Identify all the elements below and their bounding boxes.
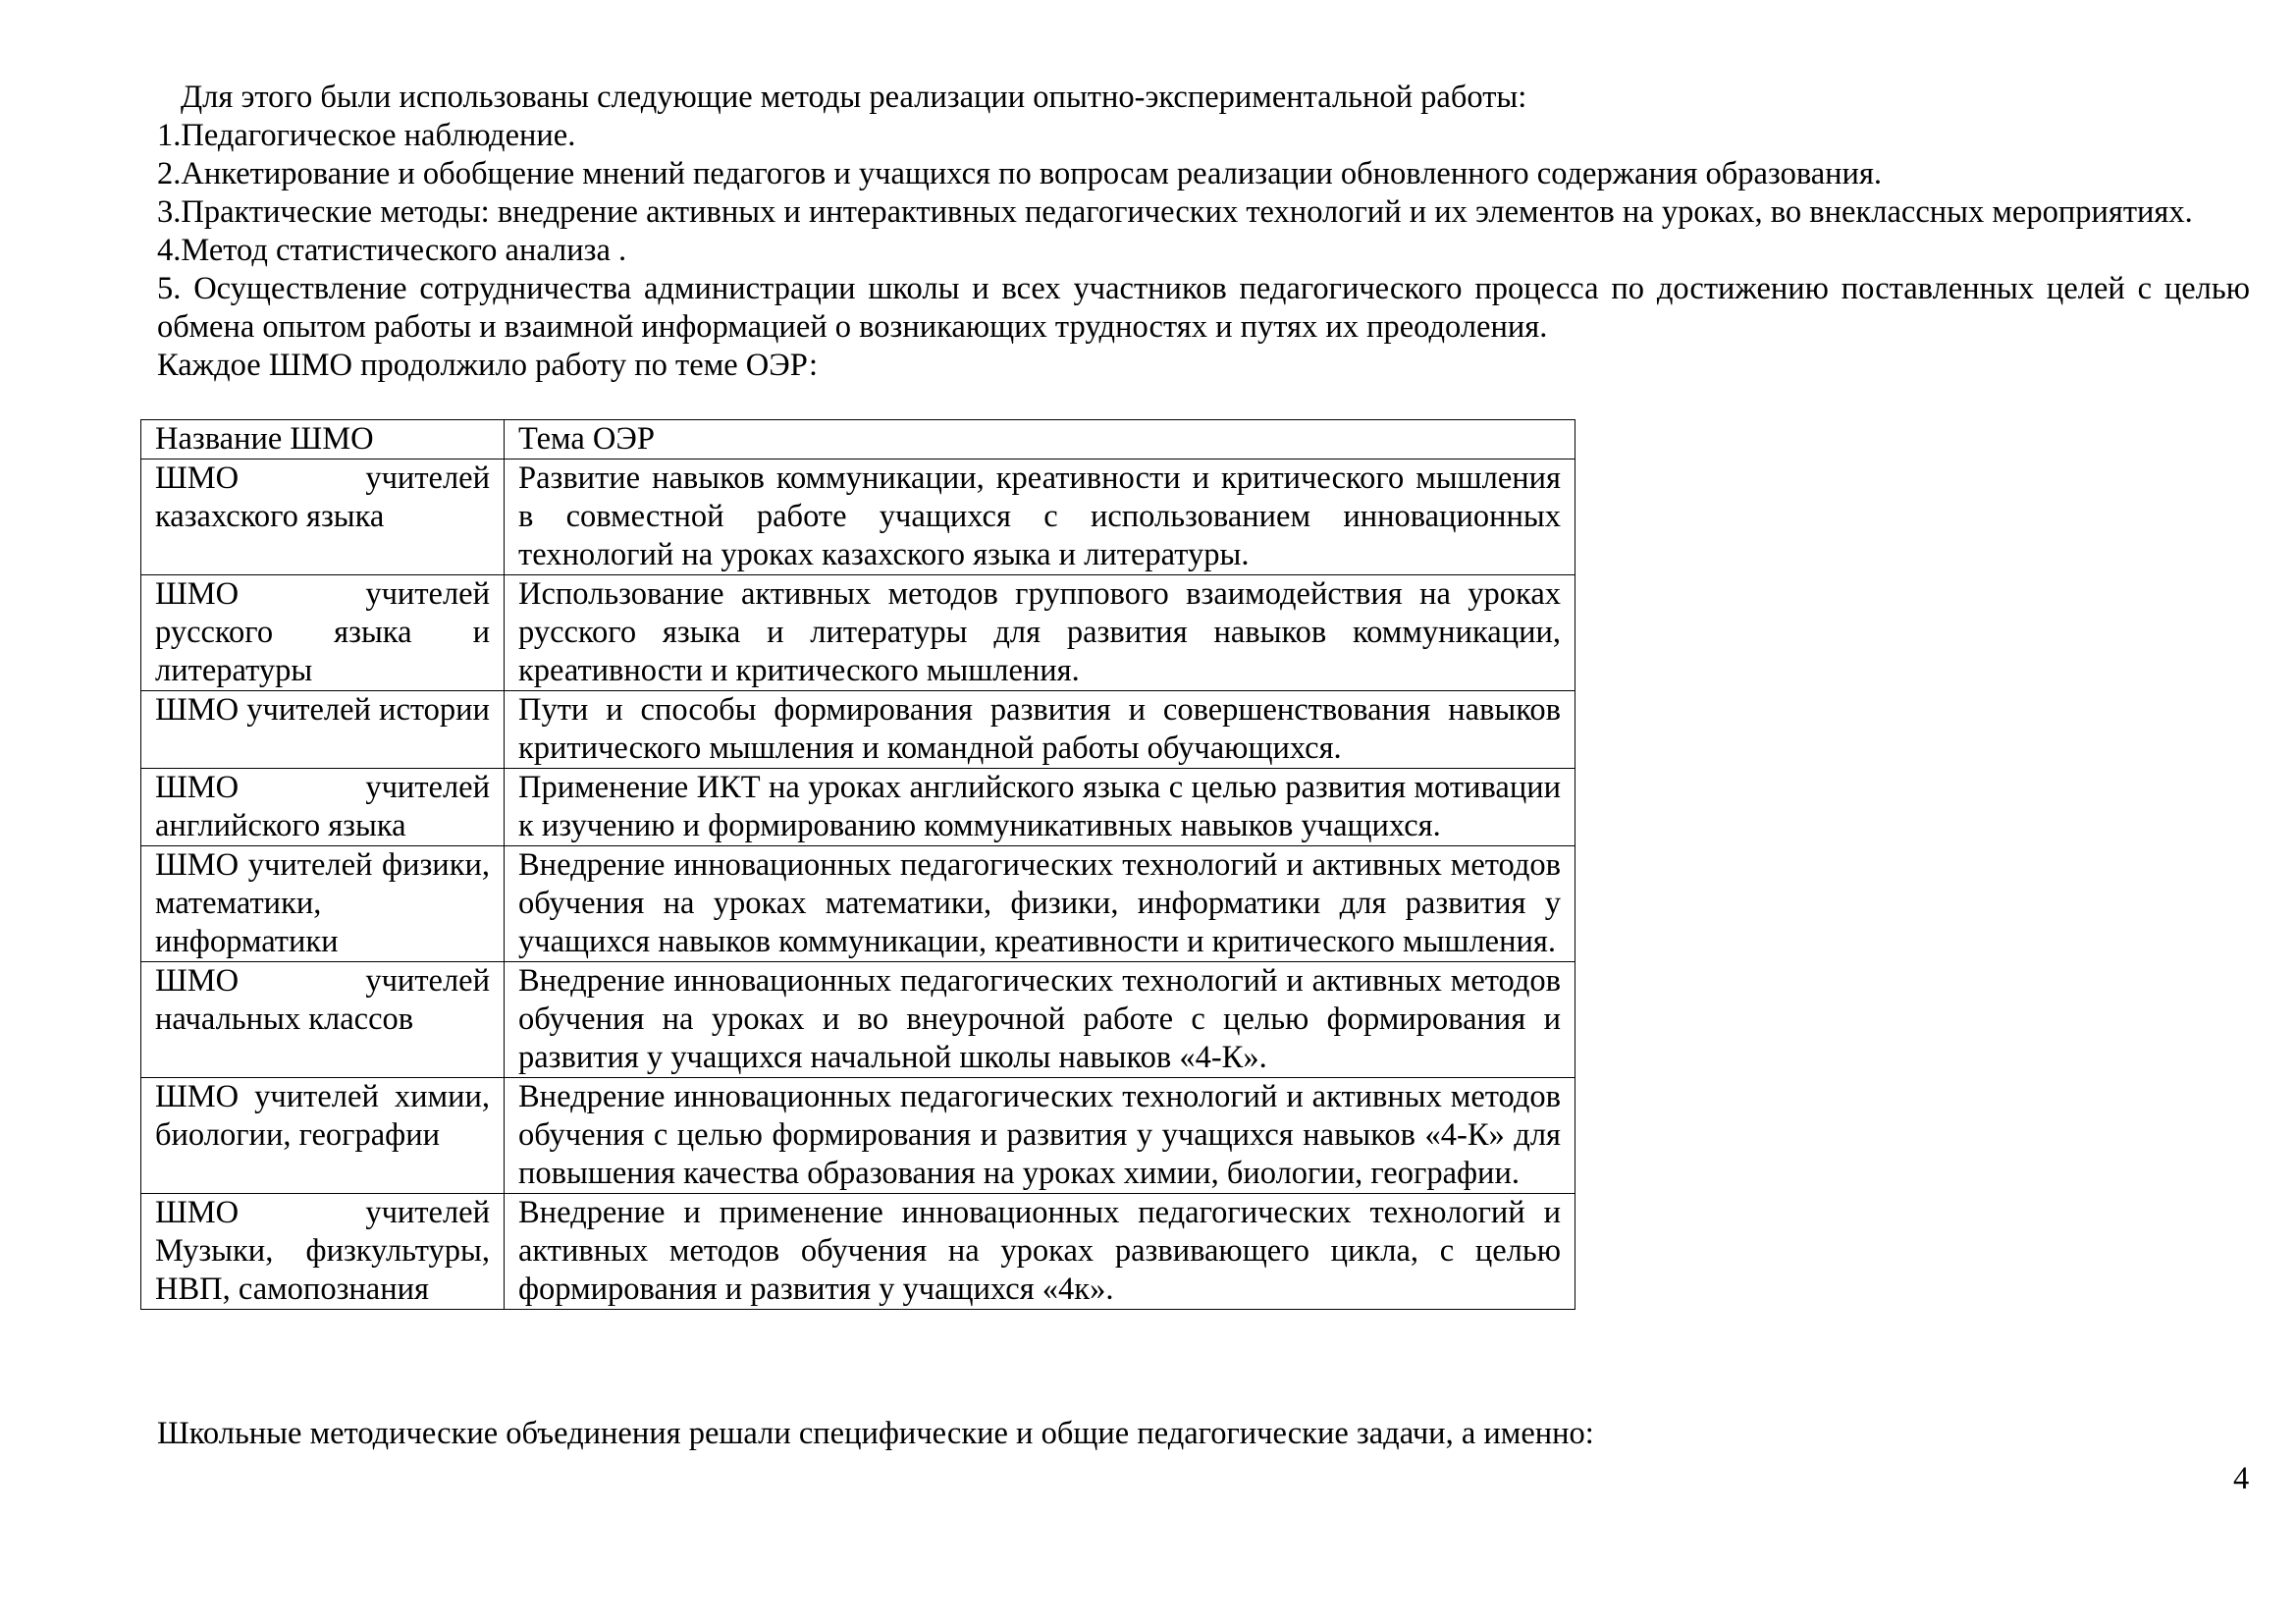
column-header-topic: Тема ОЭР bbox=[505, 420, 1575, 460]
table-row bbox=[141, 962, 1575, 1078]
methods-lead: Для этого были использованы следующие методы реализации опытно-экспериментальной работы: bbox=[181, 80, 1527, 115]
shmo-name-cell: ШМО учителей Музыки, физкультуры, НВП, самопознания bbox=[141, 1194, 505, 1310]
shmo-name-cell: ШМО учителей истории bbox=[141, 691, 505, 769]
methods-section bbox=[157, 79, 2250, 385]
method-item-4: 4.Метод статистического анализа . bbox=[157, 233, 627, 268]
shmo-name-cell: ШМО учителей химии, биологии, географии bbox=[141, 1078, 505, 1194]
shmo-topic-cell: Использование активных методов группового взаимодействия на уроках русского языка и литературы для развития навыков коммуникации, креативности и критического мышления. bbox=[505, 575, 1575, 691]
table-lead: Каждое ШМО продолжило работу по теме ОЭР: bbox=[157, 348, 819, 383]
shmo-topic-cell: Внедрение инновационных педагогических технологий и активных методов обучения с целью формирования и развития у учащихся навыков «4-К» для повышения качества образования на уроках химии, биологии, географии. bbox=[505, 1078, 1575, 1194]
method-item-2: 2.Анкетирование и обобщение мнений педагогов и учащихся по вопросам реализации обновленного содержания образования. bbox=[157, 156, 1883, 191]
table-row bbox=[141, 1078, 1575, 1194]
shmo-name-cell: ШМО учителей физики, математики, информатики bbox=[141, 846, 505, 962]
shmo-topic-cell: Пути и способы формирования развития и совершенствования навыков критического мышления и командной работы обучающихся. bbox=[505, 691, 1575, 769]
page-number: 4 bbox=[2233, 1461, 2250, 1496]
table-header-row bbox=[141, 420, 1575, 460]
shmo-topic-cell: Внедрение и применение инновационных педагогических технологий и активных методов обучения на уроках развивающего цикла, с целью формирования и развития у учащихся «4к». bbox=[505, 1194, 1575, 1310]
shmo-topic-cell: Применение ИКТ на уроках английского языка с целью развития мотивации к изучению и формированию коммуникативных навыков учащихся. bbox=[505, 769, 1575, 846]
method-item-1: 1.Педагогическое наблюдение. bbox=[157, 118, 576, 153]
table-row bbox=[141, 769, 1575, 846]
shmo-name-cell: ШМО учителей начальных классов bbox=[141, 962, 505, 1078]
shmo-name-cell: ШМО учителей казахского языка bbox=[141, 460, 505, 575]
shmo-topic-cell: Внедрение инновационных педагогических технологий и активных методов обучения на уроках и во внеурочной работе с целью формирования и развития у учащихся начальной школы навыков «4-К». bbox=[505, 962, 1575, 1078]
method-item-5: 5. Осуществление сотрудничества администрации школы и всех участников педагогического процесса по достижению поставленных целей с целью обмена опытом работы и взаимной информацией о возникающих трудностях и путях их преодоления. bbox=[157, 271, 2250, 345]
shmo-name-cell: ШМО учителей русского языка и литературы bbox=[141, 575, 505, 691]
shmo-name-cell: ШМО учителей английского языка bbox=[141, 769, 505, 846]
column-header-name: Название ШМО bbox=[141, 420, 505, 460]
table-row bbox=[141, 1194, 1575, 1310]
table-row bbox=[141, 691, 1575, 769]
table-row bbox=[141, 575, 1575, 691]
table-row bbox=[141, 846, 1575, 962]
method-item-3: 3.Практические методы: внедрение активных и интерактивных педагогических технологий и их элементов на уроках, во внеклассных мероприятиях. bbox=[157, 194, 2193, 230]
shmo-topic-cell: Развитие навыков коммуникации, креативности и критического мышления в совместной работе учащихся с использованием инновационных технологий на уроках казахского языка и литературы. bbox=[505, 460, 1575, 575]
shmo-topic-cell: Внедрение инновационных педагогических технологий и активных методов обучения на уроках математики, физики, информатики для развития у учащихся навыков коммуникации, креативности и критического мышления. bbox=[505, 846, 1575, 962]
closing-paragraph: Школьные методические объединения решали специфические и общие педагогические задачи, а именно: bbox=[157, 1416, 1594, 1451]
shmo-topics-table bbox=[140, 419, 1575, 1310]
table-row bbox=[141, 460, 1575, 575]
